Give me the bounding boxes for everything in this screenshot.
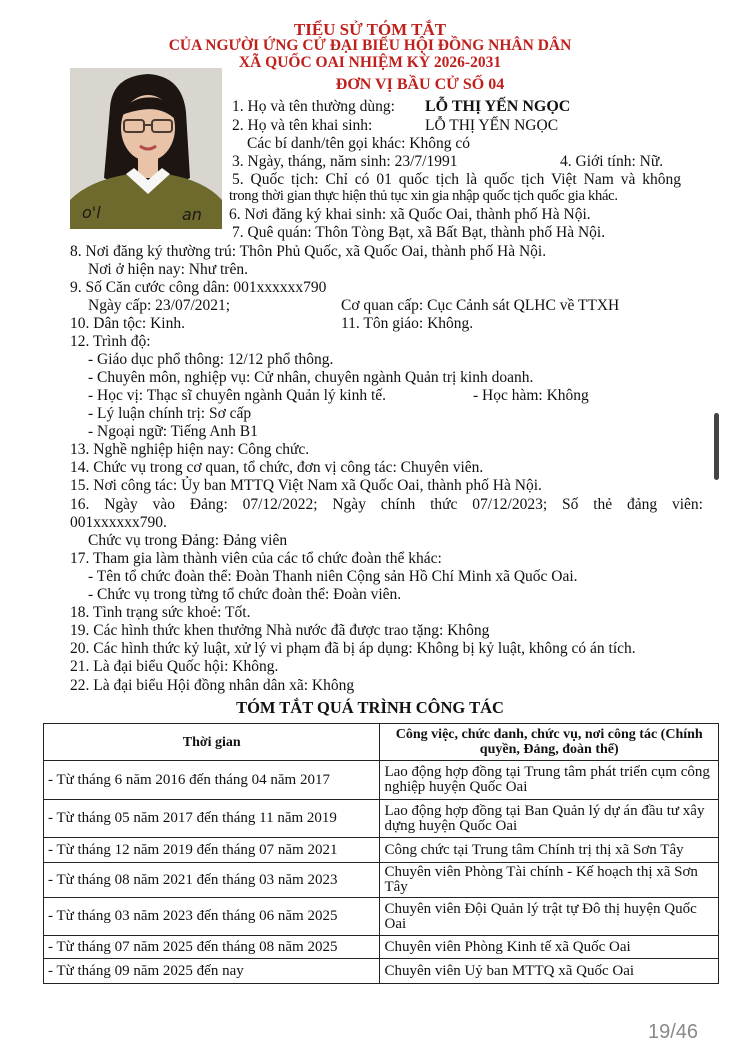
table-row [44,936,719,959]
row-time: - Từ tháng 03 năm 2023 đến tháng 06 năm 2025 [44,898,380,936]
aliases: Các bí danh/tên gọi khác: Không có [247,135,470,152]
nationality-continued: trong thời gian thực hiện thủ tục xin gia nhập quốc tịch quốc gia khác. [229,188,618,204]
work-history-table [43,723,719,984]
party-card-number: 001xxxxxx790. [70,514,167,531]
document-title: TIỂU SỬ TÓM TẮT [293,20,447,39]
column-header-job: Công việc, chức danh, chức vụ, nơi công tác (Chính quyền, Đảng, đoàn thể) [380,724,719,761]
health-status: 18. Tình trạng sức khoẻ: Tốt. [70,604,251,621]
id-issuer: Cơ quan cấp: Cục Cảnh sát QLHC về TTXH [341,297,620,314]
common-name-value: LỖ THỊ YẾN NGỌC [425,98,571,115]
row-job: Lao động hợp đồng tại Trung tâm phát triển cụm công nghiệp huyện Quốc Oai [380,761,719,800]
portrait-image [70,68,222,229]
table-row [44,898,719,936]
date-of-birth: 3. Ngày, tháng, năm sinh: 23/7/1991 [232,153,458,170]
workplace: 15. Nơi công tác: Ủy ban MTTQ Việt Nam xã Quốc Oai, thành phố Hà Nội. [70,477,542,494]
awards: 19. Các hình thức khen thưởng Nhà nước đã được trao tặng: Không [70,622,490,639]
svg-text:o'l: o'l [82,203,101,222]
birth-name-label: 2. Họ và tên khai sinh: [232,117,373,134]
table-row [44,761,719,800]
row-job: Chuyên viên Phòng Kinh tế xã Quốc Oai [380,936,719,959]
current-residence: Nơi ở hiện nay: Như trên. [88,261,248,278]
column-header-time: Thời gian [44,724,380,761]
table-row [44,863,719,898]
row-time: - Từ tháng 08 năm 2021 đến tháng 03 năm 2023 [44,863,380,898]
qualifications-heading: 12. Trình độ: [70,333,151,350]
gender: 4. Giới tính: Nữ. [560,153,664,170]
political-theory: - Lý luận chính trị: Sơ cấp [88,405,252,422]
organization-role: - Chức vụ trong từng tổ chức đoàn thể: Đoàn viên. [88,586,402,603]
general-education: - Giáo dục phổ thông: 12/12 phổ thông. [88,351,334,368]
occupation: 13. Nghề nghiệp hiện nay: Công chức. [70,441,310,458]
citizen-id: 9. Số Căn cước công dân: 001xxxxxx790 [70,279,327,296]
national-assembly-delegate: 21. Là đại biểu Quốc hội: Không. [70,658,279,675]
table-row [44,838,719,863]
table-row [44,800,719,838]
row-time: - Từ tháng 07 năm 2025 đến tháng 08 năm 2025 [44,936,380,959]
birth-name-value: LỖ THỊ YẾN NGỌC [425,117,559,134]
electoral-unit: ĐƠN VỊ BẦU CỬ SỐ 04 [335,76,505,93]
row-time: - Từ tháng 6 năm 2016 đến tháng 04 năm 2017 [44,761,380,800]
work-history-heading: TÓM TẮT QUÁ TRÌNH CÔNG TÁC [236,698,504,717]
candidate-photo [70,68,222,229]
academic-degree: - Học vị: Thạc sĩ chuyên ngành Quản lý kinh tế. [88,387,387,404]
organizations-heading: 17. Tham gia làm thành viên của các tổ chức đoàn thể khác: [70,550,442,567]
position: 14. Chức vụ trong cơ quan, tổ chức, đơn vị công tác: Chuyên viên. [70,459,484,476]
id-issue-date: Ngày cấp: 23/07/2021; [88,297,231,314]
svg-text:an: an [182,205,202,224]
row-time: - Từ tháng 12 năm 2019 đến tháng 07 năm 2021 [44,838,380,863]
religion: 11. Tôn giáo: Không. [341,315,474,332]
page-indicator: 19/46 [648,1021,699,1043]
academic-title: - Học hàm: Không [473,387,589,404]
party-membership: 16. Ngày vào Đảng: 07/12/2022; Ngày chính thức 07/12/2023; Số thẻ đảng viên: [70,496,703,513]
birth-registration-place: 6. Nơi đăng ký khai sinh: xã Quốc Oai, thành phố Hà Nội. [229,206,591,223]
nationality: 5. Quốc tịch: Chỉ có 01 quốc tịch là quốc tịch Việt Nam và không [232,171,681,188]
row-time: - Từ tháng 09 năm 2025 đến nay [44,959,380,984]
table-row [44,959,719,984]
row-job: Chuyên viên Uỷ ban MTTQ xã Quốc Oai [380,959,719,984]
row-job: Chuyên viên Phòng Tài chính - Kế hoạch thị xã Sơn Tây [380,863,719,898]
row-job: Công chức tại Trung tâm Chính trị thị xã Sơn Tây [380,838,719,863]
row-job: Chuyên viên Đội Quản lý trật tự Đô thị huyện Quốc Oai [380,898,719,936]
row-job: Lao động hợp đồng tại Ban Quản lý dự án đầu tư xây dựng huyện Quốc Oai [380,800,719,838]
disciplinary-record: 20. Các hình thức kỷ luật, xử lý vi phạm đã bị áp dụng: Không bị kỷ luật, không có án tích. [70,640,636,657]
common-name-label: 1. Họ và tên thường dùng: [232,98,395,115]
document-subtitle-term: XÃ QUỐC OAI NHIỆM KỲ 2026-2031 [238,54,502,71]
hometown: 7. Quê quán: Thôn Tòng Bạt, xã Bất Bạt, thành phố Hà Nội. [232,224,606,241]
organization-name: - Tên tổ chức đoàn thể: Đoàn Thanh niên Cộng sản Hồ Chí Minh xã Quốc Oai. [88,568,578,585]
foreign-language: - Ngoại ngữ: Tiếng Anh B1 [88,423,258,440]
council-delegate: 22. Là đại biểu Hội đồng nhân dân xã: Không [70,677,355,694]
ethnicity: 10. Dân tộc: Kinh. [70,315,185,332]
document-subtitle: CỦA NGƯỜI ỨNG CỬ ĐẠI BIỂU HỘI ĐỒNG NHÂN DÂN [168,37,572,54]
permanent-residence: 8. Nơi đăng ký thường trú: Thôn Phủ Quốc, xã Quốc Oai, thành phố Hà Nội. [70,243,547,260]
professional-qualification: - Chuyên môn, nghiệp vụ: Cử nhân, chuyên ngành Quản trị kinh doanh. [88,369,534,386]
scrollbar-thumb[interactable] [714,413,719,480]
row-time: - Từ tháng 05 năm 2017 đến tháng 11 năm 2019 [44,800,380,838]
party-position: Chức vụ trong Đảng: Đảng viên [88,532,288,549]
